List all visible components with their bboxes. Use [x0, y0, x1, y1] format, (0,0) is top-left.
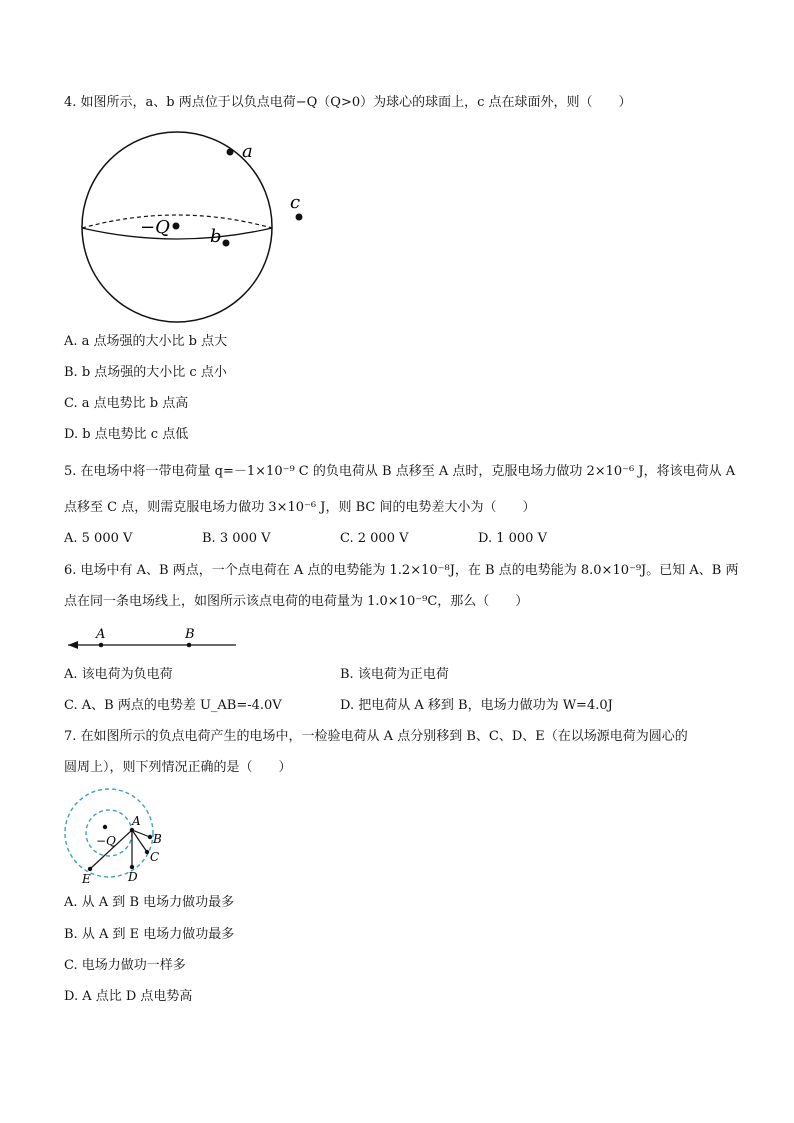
q7-option-b: B. 从 A 到 E 电场力做功最多	[64, 927, 235, 942]
q4-option-a: A. a 点场强的大小比 b 点大	[64, 334, 228, 349]
q7-option-d: D. A 点比 D 点电势高	[64, 989, 193, 1004]
q7-label-A: A	[132, 814, 141, 828]
q5-stem-line1: 5. 在电场中将一带电荷量 q=－1×10⁻⁹ C 的负电荷从 B 点移至 A 点时，克服电场力做功 2×10⁻⁶ J，将该电荷从 A	[64, 464, 736, 479]
q6-option-d: D. 把电荷从 A 移到 B，电场力做功为 W=4.0J	[340, 698, 613, 713]
q7-stem-line1: 7. 在如图所示的负点电荷产生的电场中，一检验电荷从 A 点分别移到 B、C、D、E（在以场源电荷为圆心的	[64, 729, 688, 744]
q6-stem-line1: 6. 电场中有 A、B 两点，一个点电荷在 A 点的电势能为 1.2×10⁻⁸J，在 B 点的电势能为 8.0×10⁻⁹J。已知 A、B 两	[64, 563, 739, 578]
q4-option-b: B. b 点场强的大小比 c 点小	[64, 365, 227, 380]
q5-option-d: D. 1 000 V	[478, 531, 547, 546]
q4-label-c: c	[290, 192, 301, 213]
q7-label-C: C	[150, 850, 160, 864]
q5-stem-line2: 点移至 C 点，则需克服电场力做功 3×10⁻⁶ J，则 BC 间的电势差大小为（ ）	[64, 500, 536, 515]
q7-stem-line2: 圆周上），则下列情况正确的是（ ）	[64, 760, 292, 775]
q6-label-A: A	[96, 627, 106, 642]
q5-option-a: A. 5 000 V	[64, 531, 133, 546]
q5-option-b: B. 3 000 V	[202, 531, 271, 546]
q6-option-c: C. A、B 两点的电势差 U_AB=-4.0V	[64, 698, 282, 713]
q4-label-a: a	[242, 141, 253, 162]
q7-option-a: A. 从 A 到 B 电场力做功最多	[64, 895, 235, 910]
q4-label-b: b	[210, 226, 222, 247]
q6-option-a: A. 该电荷为负电荷	[64, 667, 173, 682]
q7-concentric-figure	[62, 785, 162, 890]
q7-label-q: −Q	[96, 834, 116, 848]
q6-stem-line2: 点在同一条电场线上，如图所示该点电荷的电荷量为 1.0×10⁻⁹C，那么（ ）	[64, 594, 529, 609]
q4-option-c: C. a 点电势比 b 点高	[64, 396, 189, 411]
q6-field-line-figure	[64, 625, 244, 655]
q7-label-E: E	[82, 872, 91, 886]
q6-option-b: B. 该电荷为正电荷	[340, 667, 449, 682]
q7-option-c: C. 电场力做功一样多	[64, 958, 186, 973]
q4-label-q: −Q	[140, 217, 170, 238]
q4-stem: 4. 如图所示，a、b 两点位于以负点电荷−Q（Q>0）为球心的球面上，c 点在球面外，则（ ）	[64, 95, 632, 110]
q7-label-D: D	[128, 870, 138, 884]
q4-option-d: D. b 点电势比 c 点低	[64, 427, 189, 442]
q5-option-c: C. 2 000 V	[340, 531, 409, 546]
q4-sphere-figure	[80, 130, 320, 325]
q6-label-B: B	[185, 627, 195, 642]
q7-label-B: B	[153, 832, 162, 846]
